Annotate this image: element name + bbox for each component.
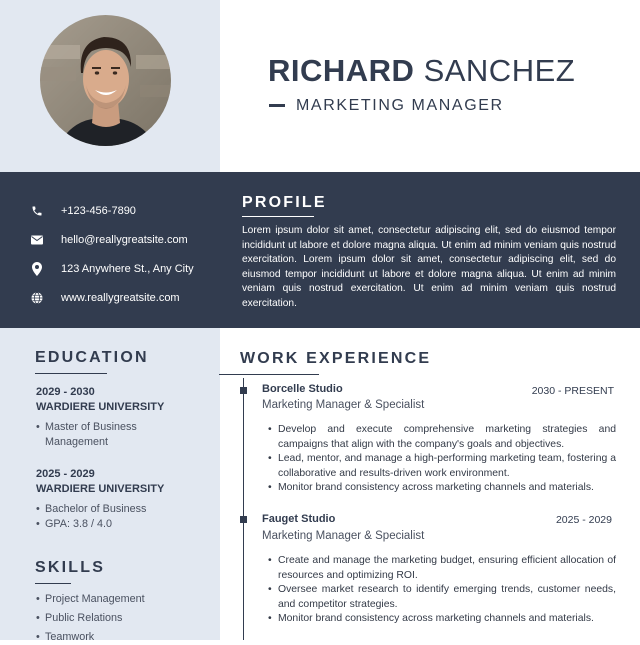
job-bullet: • Lead, mentor, and manage a high-performing marketing team, fostering a collaborative and results-driven work environment. bbox=[268, 453, 616, 479]
job-dates: 2025 - 2029 bbox=[555, 514, 612, 526]
education-detail: • Bachelor of Business bbox=[36, 503, 147, 515]
job-title: MARKETING MANAGER bbox=[296, 97, 504, 114]
timeline-marker bbox=[240, 516, 247, 523]
contact-address-text: 123 Anywhere St., Any City bbox=[61, 263, 194, 275]
education-heading-underline bbox=[35, 373, 107, 374]
job-bullet: • Create and manage the marketing budget, ensuring efficient allocation of resources and optimizing ROI. bbox=[268, 555, 616, 581]
contact-email bbox=[30, 231, 188, 249]
education-detail: • Master of Business Management bbox=[36, 421, 137, 448]
globe-icon bbox=[30, 291, 44, 305]
education-school: WARDIERE UNIVERSITY bbox=[36, 401, 165, 413]
work-experience-heading: WORK EXPERIENCE bbox=[240, 350, 432, 367]
contact-website bbox=[30, 289, 180, 307]
skills-heading-underline bbox=[35, 583, 71, 584]
first-name: RICHARD bbox=[268, 53, 415, 88]
phone-icon bbox=[30, 204, 44, 218]
skill-item: • Project Management bbox=[36, 593, 145, 605]
timeline-line bbox=[243, 378, 244, 640]
job-bullet: • Monitor brand consistency across marketing channels and materials. bbox=[268, 613, 594, 624]
profile-heading-underline bbox=[242, 216, 314, 217]
education-detail: • GPA: 3.8 / 4.0 bbox=[36, 518, 113, 530]
full-name bbox=[268, 53, 575, 89]
education-heading: EDUCATION bbox=[35, 349, 149, 366]
education-years: 2029 - 2030 bbox=[36, 386, 95, 398]
job-bullet: • Oversee market research to identify emerging trends, customer needs, and competitor strategies. bbox=[268, 584, 616, 610]
skill-item: • Teamwork bbox=[36, 631, 95, 643]
location-pin-icon bbox=[30, 262, 44, 276]
job-company: Fauget Studio bbox=[262, 513, 336, 525]
envelope-icon bbox=[30, 233, 44, 247]
contact-phone bbox=[30, 202, 136, 220]
education-years: 2025 - 2029 bbox=[36, 468, 95, 480]
timeline-marker bbox=[240, 387, 247, 394]
job-dates: 2030 - PRESENT bbox=[531, 385, 614, 397]
job-company: Borcelle Studio bbox=[262, 383, 343, 395]
profile-photo bbox=[40, 15, 171, 146]
contact-email-text: hello@reallygreatsite.com bbox=[61, 234, 188, 246]
profile-heading: PROFILE bbox=[242, 194, 327, 211]
skill-item: • Public Relations bbox=[36, 612, 123, 624]
contact-address bbox=[30, 260, 194, 278]
last-name: SANCHEZ bbox=[423, 53, 576, 88]
contact-website-text: www.reallygreatsite.com bbox=[61, 292, 180, 304]
job-bullet: • Develop and execute comprehensive marketing strategies and campaigns that align with the company's goals and objectives. bbox=[268, 424, 616, 450]
job-role: Marketing Manager & Specialist bbox=[262, 399, 425, 411]
profile-text: Lorem ipsum dolor sit amet, consectetur adipiscing elit, sed do eiusmod tempor incididunt ut labore et dolore magna aliqua. Ut enim ad minim veniam quis nostrud exercitation. Lorem ipsum dolor sit amet, consectetur adipiscing elit, sed do eiusmod tempor incididunt ut labore et dolore magna aliqua. Ut enim ad minim veniam quis nostrud exercitation. Ut enim ad minim veniam quis nostrud exercitation. bbox=[242, 225, 616, 309]
contact-phone-text: +123-456-7890 bbox=[61, 205, 136, 217]
job-role: Marketing Manager & Specialist bbox=[262, 530, 425, 542]
title-dash-divider bbox=[269, 104, 285, 107]
education-school: WARDIERE UNIVERSITY bbox=[36, 483, 165, 495]
skills-heading: SKILLS bbox=[35, 559, 106, 576]
job-bullet: • Monitor brand consistency across marketing channels and materials. bbox=[268, 482, 594, 493]
work-heading-underline bbox=[219, 374, 319, 375]
